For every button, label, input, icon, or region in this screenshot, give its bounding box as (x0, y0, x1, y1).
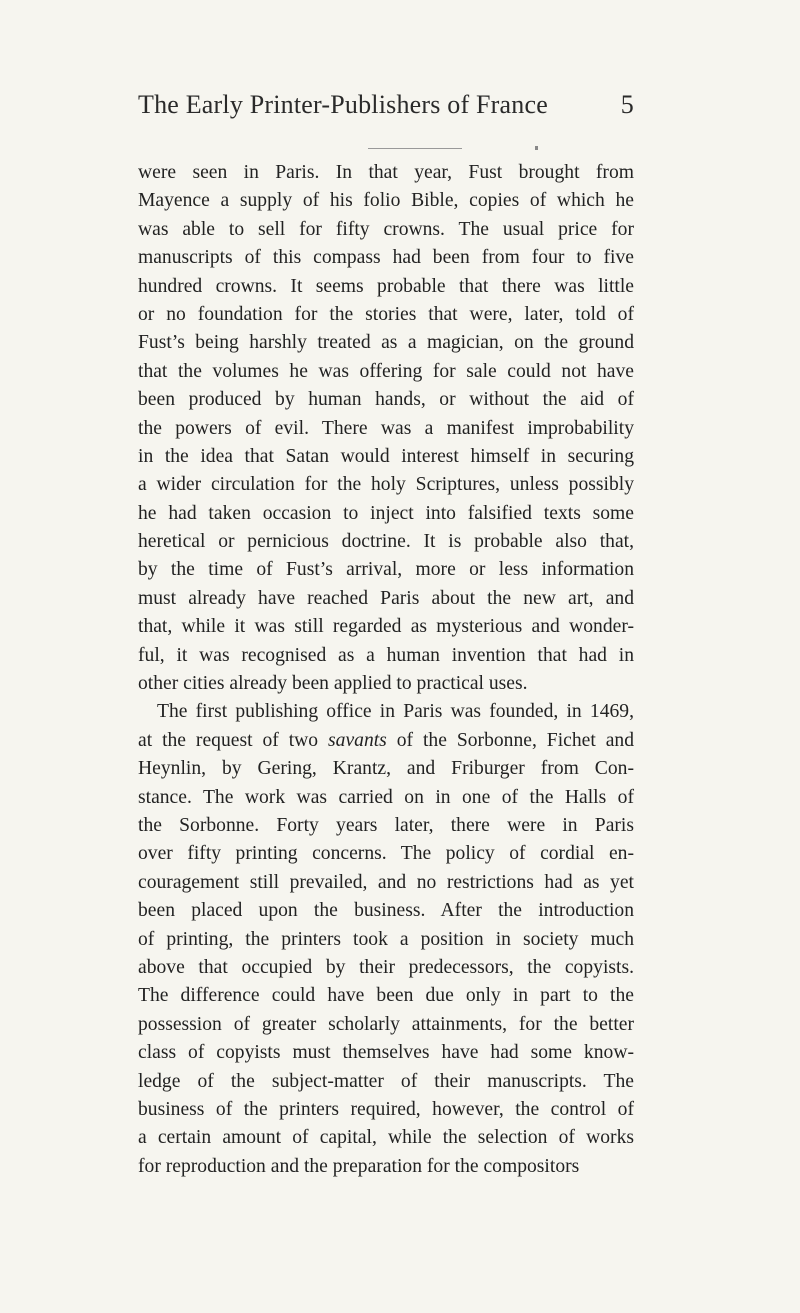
head-rule (368, 148, 462, 149)
text-line (138, 840, 634, 868)
text-run: been placed upon the business. After the introduction (138, 900, 634, 922)
text-run: must already have reached Paris about the new art, and (138, 587, 634, 609)
text-line (138, 187, 634, 215)
text-run: The difference could have been due only in part to the (138, 985, 634, 1007)
text-line (138, 613, 634, 641)
text-line (138, 982, 634, 1010)
text-run: above that occupied by their predecessors, the copyists. (138, 956, 634, 978)
text-line (138, 500, 634, 528)
running-head (138, 90, 634, 130)
text-run: or no foundation for the stories that were, later, told of (138, 303, 634, 325)
text-run: Heynlin, by Gering, Krantz, and Friburger from Con- (138, 758, 634, 780)
text-line (138, 1011, 634, 1039)
text-line (138, 471, 634, 499)
text-run: ful, it was recognised as a human invention that had in (138, 644, 634, 666)
text-run: Fust’s being harshly treated as a magician, on the ground (138, 332, 634, 354)
text-line (138, 358, 634, 386)
text-line (138, 415, 634, 443)
text-line (138, 1096, 634, 1124)
text-line (138, 784, 634, 812)
text-line (138, 443, 634, 471)
text-line (138, 897, 634, 925)
italic-word: savants (328, 729, 387, 751)
text-line (138, 585, 634, 613)
text-run: a certain amount of capital, while the selection of works (138, 1127, 634, 1149)
text-line (138, 727, 634, 755)
text-run: business of the printers required, however, the control of (138, 1098, 634, 1120)
text-run: heretical or pernicious doctrine. It is probable also that, (138, 531, 634, 553)
text-line (138, 386, 634, 414)
text-run: were seen in Paris. In that year, Fust brought from (138, 162, 634, 183)
text-line (138, 1124, 634, 1152)
text-line (138, 755, 634, 783)
text-line (138, 1153, 634, 1181)
text-run: ledge of the subject-matter of their manuscripts. The (138, 1070, 634, 1092)
text-line (138, 216, 634, 244)
text-line (138, 698, 634, 726)
text-run: that the volumes he was offering for sale could not have (138, 360, 634, 382)
text-run: by the time of Fust’s arrival, more or less information (138, 559, 634, 581)
text-line (138, 869, 634, 897)
text-line (138, 642, 634, 670)
text-line (138, 926, 634, 954)
text-line (138, 273, 634, 301)
text-line (138, 812, 634, 840)
text-run: he had taken occasion to inject into falsified texts some (138, 502, 634, 524)
text-run: manuscripts of this compass had been from four to five (138, 247, 634, 269)
text-run: hundred crowns. It seems probable that there was little (138, 275, 634, 297)
text-run: possession of greater scholarly attainments, for the better (138, 1013, 634, 1035)
text-run: class of copyists must themselves have had some know- (138, 1042, 634, 1064)
text-line (138, 159, 634, 187)
text-line (138, 954, 634, 982)
text-run: been produced by human hands, or without the aid of (138, 389, 634, 411)
text-run: was able to sell for fifty crowns. The usual price for (138, 218, 634, 240)
text-run: over fifty printing concerns. The policy of cordial en- (138, 843, 634, 865)
text-line (138, 329, 634, 357)
text-run: for reproduction and the preparation for the compositors (138, 1155, 580, 1177)
text-line (138, 1068, 634, 1096)
text-run: that, while it was still regarded as mysterious and wonder- (138, 616, 634, 638)
text-line (138, 528, 634, 556)
text-run: couragement still prevailed, and no restrictions had as yet (138, 871, 634, 893)
text-run: other cities already been applied to practical uses. (138, 673, 528, 695)
text-run: the Sorbonne. Forty years later, there were in Paris (138, 814, 634, 836)
printer-mark (535, 146, 538, 150)
page-number: 5 (620, 90, 634, 119)
text-line (138, 301, 634, 329)
text-run: Mayence a supply of his folio Bible, copies of which he (138, 190, 634, 212)
text-line (138, 244, 634, 272)
text-run: a wider circulation for the holy Scriptures, unless possibly (138, 474, 634, 496)
text-line (138, 670, 634, 698)
text-run: stance. The work was carried on in one of the Halls of (138, 786, 634, 808)
text-run: The first publishing office in Paris was founded, in 1469, (157, 701, 634, 723)
text-line (138, 556, 634, 584)
text-run: at the request of two (138, 729, 329, 751)
text-line (138, 1039, 634, 1067)
text-run: of the Sorbonne, Fichet and (386, 729, 634, 751)
text-run: in the idea that Satan would interest himself in securing (138, 445, 634, 467)
text-run: of printing, the printers took a position in society much (138, 928, 634, 950)
body-text (138, 159, 634, 1181)
running-head-title: The Early Printer-Publishers of France (138, 90, 548, 119)
text-run: the powers of evil. There was a manifest improbability (138, 417, 634, 439)
